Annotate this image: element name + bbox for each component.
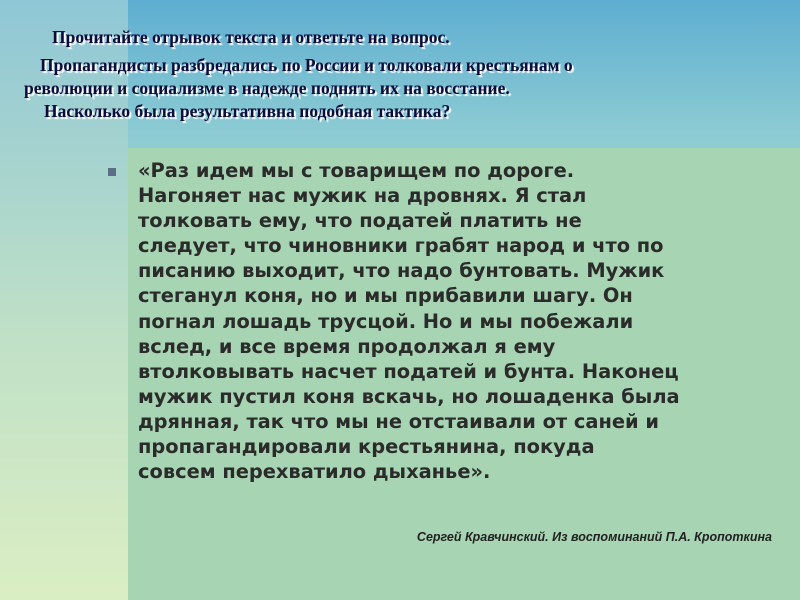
quote-text: «Раз идем мы с товарищем по дороге. Нагоняет нас мужик на дровнях. Я стал толковать ему, что податей платить не следует, что чиновники грабят народ и что по писанию выходит, что надо бунтовать. Мужик стеганул коня, но и мы прибавили шагу. Он погнал лошадь трусцой. Но и мы побежали вслед, и все время продолжал я ему втолковывать насчет податей и бунта. Наконец мужик пустил коня вскачь, но лошаденка была дрянная, так что мы не отстаивали от саней и пропагандировали крестьянина, покуда совсем перехватило дыханье».: [138, 159, 680, 484]
quote-source: Сергей Кравчинский. Из воспоминаний П.А. Кропоткина: [416, 530, 772, 544]
header-line-question: Насколько была результативна подобная тактика?: [44, 101, 451, 121]
header-line-instruction: Прочитайте отрывок текста и ответьте на вопрос.: [52, 27, 450, 47]
header-line-context-2: революции и социализме в надежде поднять их на восстание.: [24, 78, 510, 98]
bullet-square-icon: [108, 168, 116, 176]
header-line-context-1: Пропагандисты разбредались по России и толковали крестьянам о: [40, 55, 573, 75]
slide-header: [0, 0, 800, 148]
